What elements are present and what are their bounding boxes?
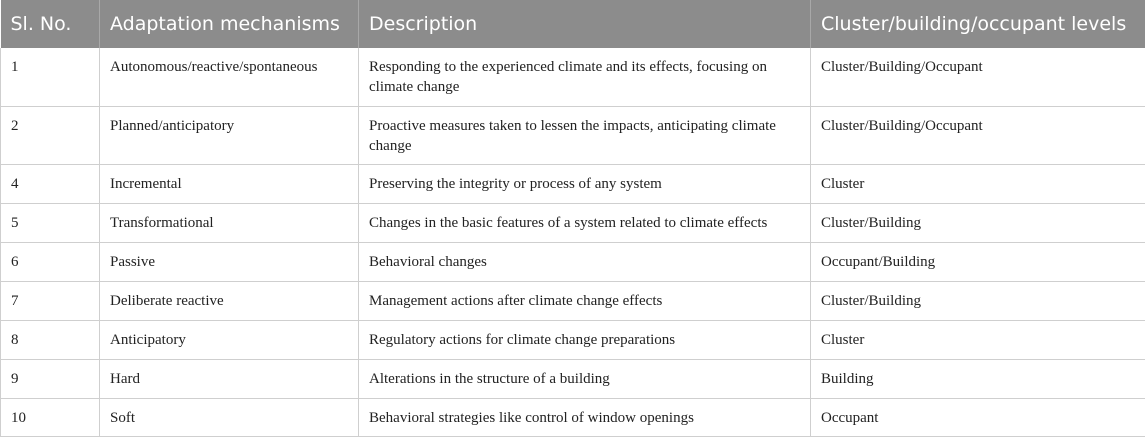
- cell-sl-no: 7: [1, 281, 100, 320]
- cell-description: Alterations in the structure of a building: [359, 359, 811, 398]
- cell-mechanism: Autonomous/reactive/spontaneous: [100, 48, 359, 106]
- cell-mechanism: Planned/anticipatory: [100, 106, 359, 164]
- cell-description: Behavioral strategies like control of window openings: [359, 398, 811, 436]
- cell-levels: Cluster/Building: [811, 203, 1145, 242]
- cell-sl-no: 1: [1, 48, 100, 106]
- header-description: Description: [359, 0, 811, 48]
- cell-mechanism: Incremental: [100, 164, 359, 203]
- cell-sl-no: 2: [1, 106, 100, 164]
- table-row: [1, 164, 1145, 203]
- table-row: [1, 203, 1145, 242]
- cell-sl-no: 9: [1, 359, 100, 398]
- table-header: [1, 0, 1145, 48]
- cell-mechanism: Soft: [100, 398, 359, 436]
- cell-mechanism: Transformational: [100, 203, 359, 242]
- table-row: [1, 359, 1145, 398]
- cell-sl-no: 10: [1, 398, 100, 436]
- cell-description: Preserving the integrity or process of any system: [359, 164, 811, 203]
- cell-levels: Occupant: [811, 398, 1145, 436]
- cell-description: Behavioral changes: [359, 242, 811, 281]
- cell-description: Changes in the basic features of a system related to climate effects: [359, 203, 811, 242]
- cell-mechanism: Deliberate reactive: [100, 281, 359, 320]
- cell-description: Management actions after climate change effects: [359, 281, 811, 320]
- table-row: [1, 398, 1145, 436]
- table-row: [1, 106, 1145, 164]
- cell-mechanism: Hard: [100, 359, 359, 398]
- table-body: [1, 48, 1145, 436]
- table-row: [1, 281, 1145, 320]
- header-adaptation-mechanisms: Adaptation mechanisms: [100, 0, 359, 48]
- cell-mechanism: Passive: [100, 242, 359, 281]
- header-sl-no: Sl. No.: [1, 0, 100, 48]
- cell-levels: Cluster: [811, 320, 1145, 359]
- cell-sl-no: 4: [1, 164, 100, 203]
- cell-levels: Cluster/Building/Occupant: [811, 106, 1145, 164]
- cell-levels: Cluster: [811, 164, 1145, 203]
- cell-description: Regulatory actions for climate change preparations: [359, 320, 811, 359]
- header-levels: Cluster/building/occupant levels: [811, 0, 1145, 48]
- cell-sl-no: 8: [1, 320, 100, 359]
- cell-levels: Cluster/Building: [811, 281, 1145, 320]
- table-row: [1, 320, 1145, 359]
- cell-sl-no: 5: [1, 203, 100, 242]
- cell-description: Responding to the experienced climate and its effects, focusing on climate change: [359, 48, 811, 106]
- cell-mechanism: Anticipatory: [100, 320, 359, 359]
- cell-description: Proactive measures taken to lessen the impacts, anticipating climate change: [359, 106, 811, 164]
- table-row: [1, 242, 1145, 281]
- header-row: [1, 0, 1145, 48]
- cell-sl-no: 6: [1, 242, 100, 281]
- cell-levels: Occupant/Building: [811, 242, 1145, 281]
- cell-levels: Building: [811, 359, 1145, 398]
- table-row: [1, 48, 1145, 106]
- cell-levels: Cluster/Building/Occupant: [811, 48, 1145, 106]
